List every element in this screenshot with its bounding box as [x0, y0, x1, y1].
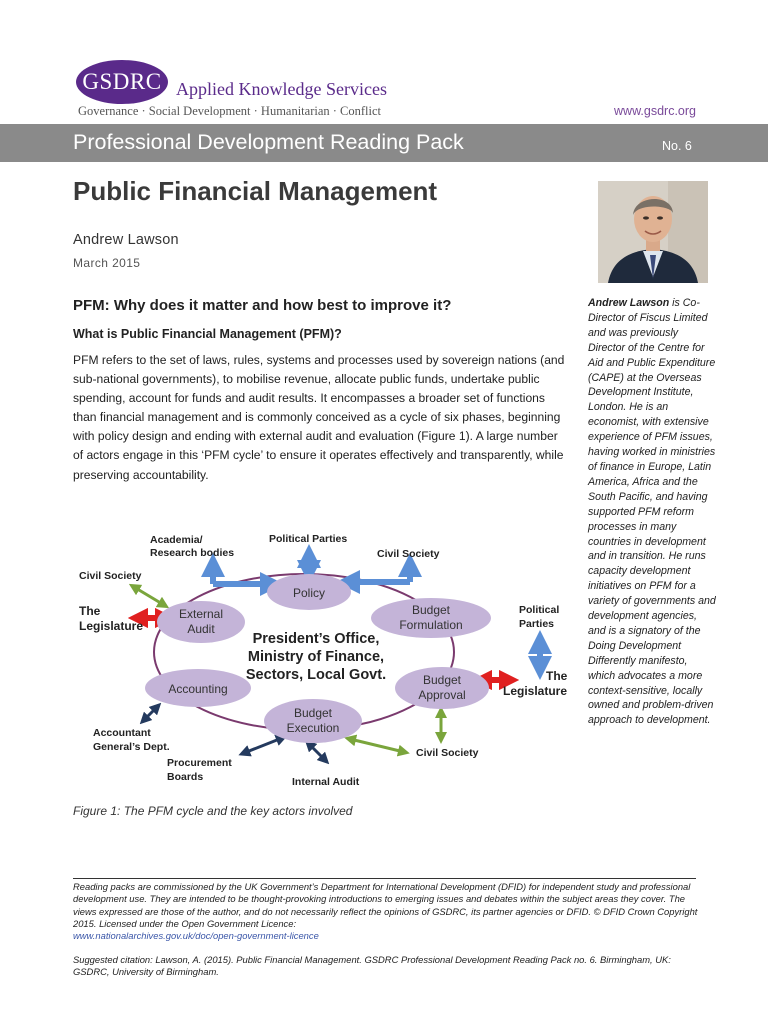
actor-internal-audit: Internal Audit — [292, 776, 360, 788]
actor-academia-line2: Research bodies — [150, 547, 235, 559]
phase-budget-formulation-line1: Budget — [411, 603, 451, 617]
section-heading: PFM: Why does it matter and how best to improve it? — [73, 297, 452, 314]
actor-political-parties-top: Political Parties — [269, 533, 348, 545]
banner-title: Professional Development Reading Pack — [73, 130, 464, 154]
phase-budget-approval-line1: Budget — [422, 673, 462, 687]
publication-date: March 2015 — [73, 256, 141, 270]
civil-society-bottom-arrow — [350, 739, 404, 752]
phase-external-audit-line1: External — [178, 607, 224, 621]
page-title: Public Financial Management — [73, 176, 438, 206]
author-photo — [598, 181, 708, 283]
actor-civil-society-top: Civil Society — [377, 548, 440, 560]
website-link[interactable]: www.gsdrc.org — [614, 104, 696, 118]
actor-civil-society-bottom: Civil Society — [416, 747, 479, 759]
procurement-arrow — [244, 738, 282, 753]
center-line-1: President’s Office, — [252, 631, 380, 647]
accountant-general-arrow — [144, 707, 157, 720]
actor-procurement-boards-line2: Boards — [167, 771, 204, 783]
center-line-2: Ministry of Finance, — [247, 649, 385, 665]
service-name: Applied Knowledge Services — [176, 79, 387, 99]
footer-notice — [73, 881, 699, 942]
pack-number: No. 6 — [662, 139, 692, 153]
subsection-heading: What is Public Financial Management (PFM)? — [73, 327, 342, 341]
actor-civil-society-left: Civil Society — [79, 570, 142, 582]
licence-link[interactable]: www.nationalarchives.gov.uk/doc/open-government-licence — [73, 930, 319, 942]
actor-accountant-general-line1: Accountant — [93, 727, 151, 739]
bio-text: is Co-Director of Fiscus Limited and was previously Director of the Centre for Aid and Public Expenditure (CAPE) at the Overseas Development Institute, London. He is an economist, with extensive experience of PFM issues, having worked in ministries of finance in Europe, Latin America, Africa and the South Pacific, and having supported PFM reform processes in many countries in development and in transition. He runs capacity development initiatives on PFM for a variety of governments and development agencies, and is a signatory of the Doing Development Differently manifesto, which advocates a more context-sensitive, locally owned and problem-driven approach to development. — [588, 297, 716, 727]
civil-society-left-arrow — [134, 587, 164, 605]
phase-budget-approval-line2: Approval — [418, 688, 466, 702]
phase-policy-label: Policy — [292, 586, 326, 600]
actor-political-parties-right-line1: Political — [519, 604, 560, 616]
author-bio — [588, 296, 716, 728]
center-line-3: Sectors, Local Govt. — [245, 667, 387, 683]
phase-budget-execution-line1: Budget — [293, 706, 333, 720]
author-name: Andrew Lawson — [73, 232, 179, 248]
gsdrc-logo: GSDRC — [76, 60, 168, 104]
actor-academia-line1: Academia/ — [150, 534, 203, 546]
phase-external-audit-line2: Audit — [187, 622, 215, 636]
suggested-citation: Suggested citation: Lawson, A. (2015). Public Financial Management. GSDRC Professional Development Reading Pack no. 6. Birmingham, UK: GSDRC, University of Birmingham. — [73, 954, 671, 978]
pfm-cycle-diagram — [72, 522, 572, 797]
figure-caption: Figure 1: The PFM cycle and the key actors involved — [73, 804, 353, 818]
actor-political-parties-right-line2: Parties — [519, 618, 555, 630]
internal-audit-arrow — [309, 744, 325, 760]
footer-notice-text: Reading packs are commissioned by the UK Government’s Department for International Development (DFID) for independent study and professional development use. They are intended to be thought-provoking introductions to emerging issues and debates within the subject areas they cover. The views expressed are those of the author, and do not necessarily reflect the opinions of GSDRC, its partner agencies or DFID. © DFID Crown Copyright 2015. Licensed under the Open Government Licence: — [73, 881, 698, 929]
actor-legislature-right-line2: Legislature — [503, 684, 568, 698]
actor-accountant-general-line2: General’s Dept. — [93, 741, 170, 753]
intro-paragraph: PFM refers to the set of laws, rules, systems and processes used by sovereign nations (and sub-national governments), to mobilise revenue, allocate public funds, undertake public spending, account for funds and audit results. It encompasses a broader set of functions than financial management and is commonly conceived as a cycle of six phases, beginning with policy design and ending with external audit and evaluation (Figure 1). A large number of actors engage in this ‘PFM cycle’ to ensure it operates effectively and transparently, while preserving accountability. — [73, 353, 565, 482]
logo-tagline: Governance · Social Development · Humanitarian · Conflict — [78, 104, 382, 118]
phase-budget-execution-line2: Execution — [286, 721, 340, 735]
actor-procurement-boards-line1: Procurement — [167, 757, 232, 769]
actor-legislature-right-line1: The — [546, 669, 568, 683]
phase-accounting-label: Accounting — [168, 682, 228, 696]
footer-divider — [73, 878, 696, 879]
actor-legislature-left-line1: The — [79, 604, 101, 618]
actor-legislature-left-line2: Legislature — [79, 619, 144, 633]
bio-author-name: Andrew Lawson — [588, 297, 670, 309]
phase-budget-formulation-line2: Formulation — [399, 618, 463, 632]
